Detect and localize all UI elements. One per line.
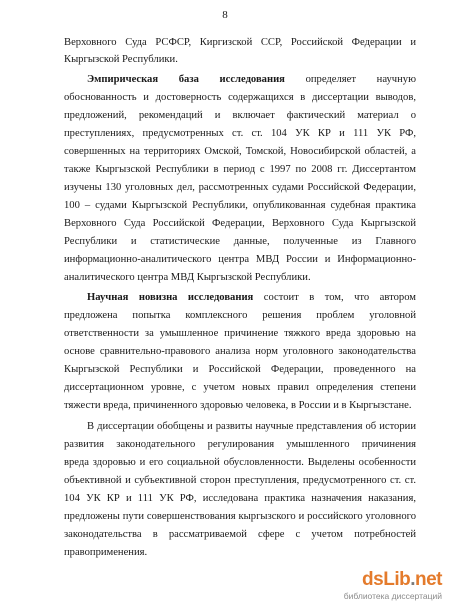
watermark-logo-main: dsLib xyxy=(362,569,411,590)
watermark-logo-tld: net xyxy=(415,569,442,590)
dslib-watermark xyxy=(312,569,442,603)
text-line: законодательства в рассматриваемой сфере с учетом потребностей xyxy=(64,529,416,540)
text-line: 100 – судами Кыргызской Республики, опубликованная судебная практика xyxy=(64,200,416,211)
text-line: развития законодательного регулирования умышленного причинения xyxy=(64,439,416,450)
text-line: Кыргызской Республики и Российской Федерации, проведенного на xyxy=(64,364,416,375)
text-line: информационно-аналитического центра МВД России и Информационно- xyxy=(64,254,416,265)
text-line: В диссертации обобщены и развиты научные представления об истории xyxy=(87,421,416,432)
text-line: ответственности за умышленное причинение тяжкого вреда здоровью на xyxy=(64,328,416,339)
text-line: обоснованность и достоверность содержащихся в диссертации выводов, xyxy=(64,92,416,103)
text-line: тяжести вреда, причиненного здоровью человека, в России и в Кыргызстане. xyxy=(64,400,412,411)
text-line: правоприменения. xyxy=(64,547,148,558)
watermark-logo-dot: . xyxy=(410,569,415,590)
text-line: аналитического центра МВД Кыргызской Республики. xyxy=(64,272,311,283)
text-line: предложений, рекомендаций и включает фактический материал о xyxy=(64,110,416,121)
text-line: изучены 130 уголовных дел, рассмотренных судами Российской Федерации, xyxy=(64,182,416,193)
text-line: вреда здоровью и его социальной обусловленности. Выделены особенности xyxy=(64,457,416,468)
page-number: 8 xyxy=(222,9,228,21)
text-line: предложена попытка комплексного решения проблем уголовной xyxy=(64,310,416,321)
text-line: Верховного Суда Российской Федерации, Верховного Суда Кыргызской xyxy=(64,218,416,229)
section-heading: Эмпирическая база исследования xyxy=(87,74,285,85)
text-line: основе сравнительно-правового анализа норм уголовного законодательства xyxy=(64,346,416,357)
text-line: Научная новизна исследования состоит в том, что автором xyxy=(87,292,416,303)
section-heading: Научная новизна исследования xyxy=(87,292,254,303)
text-line: также Кыргызской Республики в период с 1997 по 2008 гг. Диссертантом xyxy=(64,164,416,175)
text-line: объективной и субъективной сторон преступления, предусмотренного ст. ст. xyxy=(64,475,416,486)
text-line: 104 УК КР и 111 УК РФ, исследована практика назначения наказания, xyxy=(64,493,416,504)
text-line: совершенных на территориях Омской, Томской, Новосибирской областей, а xyxy=(64,146,416,157)
text-line: Эмпирическая база исследования определяет научную xyxy=(87,74,416,85)
text-line: Верховного Суда РСФСР, Киргизской ССР, Российской Федерации и xyxy=(64,37,416,48)
text-line: преступлениях, предусмотренных ст. ст. 104 УК КР и 111 УК РФ, xyxy=(64,128,416,139)
text-line: диссертационном уровне, с учетом новых правил определения степени xyxy=(64,382,416,393)
watermark-logo xyxy=(362,569,442,591)
text-line: предложены пути совершенствования кыргызского и российского уголовного xyxy=(64,511,416,522)
watermark-subtitle: библиотека диссертаций xyxy=(343,591,442,601)
text-line: Республики и статистические данные, полученные из Главного xyxy=(64,236,416,247)
text-line: Кыргызской Республики. xyxy=(64,54,178,65)
